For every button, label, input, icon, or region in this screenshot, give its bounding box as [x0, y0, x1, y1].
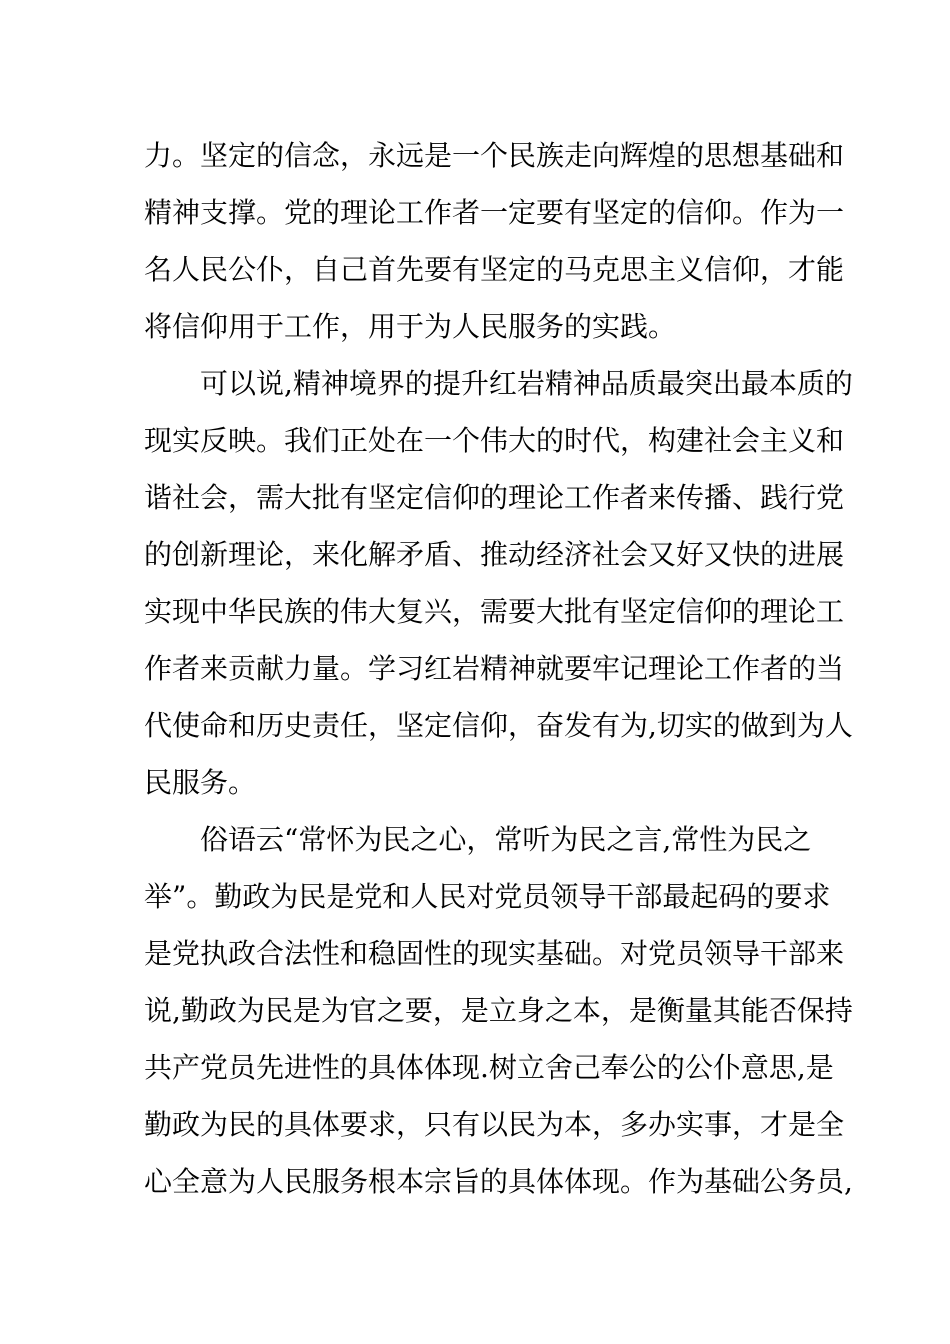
text-line: 民服务。 [144, 766, 257, 799]
text-line: 共产党员先进性的具体体现.树立舍己奉公的公仆意思,是 [144, 1051, 834, 1084]
paragraph-1 [144, 127, 845, 355]
text-line: 将信仰用于工作，用于为人民服务的实践。 [144, 310, 677, 343]
text-line: 精神支撑。党的理论工作者一定要有坚定的信仰。作为一 [144, 196, 845, 229]
text-line: 心全意为人民服务根本宗旨的具体体现。作为基础公务员, [144, 1165, 853, 1198]
text-line: 名人民公仆，自己首先要有坚定的马克思主义信仰，才能 [144, 253, 845, 286]
text-line: 俗语云“常怀为民之心，常听为民之言,常性为民之 [200, 823, 812, 856]
text-line: 勤政为民的具体要求，只有以民为本，多办实事，才是全 [144, 1108, 845, 1141]
text-line: 力。坚定的信念，永远是一个民族走向辉煌的思想基础和 [144, 139, 845, 172]
paragraph-3 [144, 811, 853, 1210]
text-line: 可以说,精神境界的提升红岩精神品质最突出最本质的 [200, 367, 853, 400]
text-line: 是党执政合法性和稳固性的现实基础。对党员领导干部来 [144, 937, 845, 970]
text-line: 谐社会，需大批有坚定信仰的理论工作者来传播、践行党 [144, 481, 845, 514]
text-line: 实现中华民族的伟大复兴，需要大批有坚定信仰的理论工 [144, 595, 845, 628]
text-line: 作者来贡献力量。学习红岩精神就要牢记理论工作者的当 [144, 652, 845, 685]
text-line: 代使命和历史责任，坚定信仰，奋发有为,切实的做到为人 [144, 709, 853, 742]
text-line: 现实反映。我们正处在一个伟大的时代，构建社会主义和 [144, 424, 845, 457]
text-line: 说,勤政为民是为官之要，是立身之本，是衡量其能否保持 [144, 994, 853, 1027]
text-line: 举”。勤政为民是党和人民对党员领导干部最起码的要求 [144, 880, 831, 913]
document-body [144, 127, 853, 1210]
paragraph-2 [144, 355, 853, 811]
text-line: 的创新理论，来化解矛盾、推动经济社会又好又快的进展 [144, 538, 845, 571]
